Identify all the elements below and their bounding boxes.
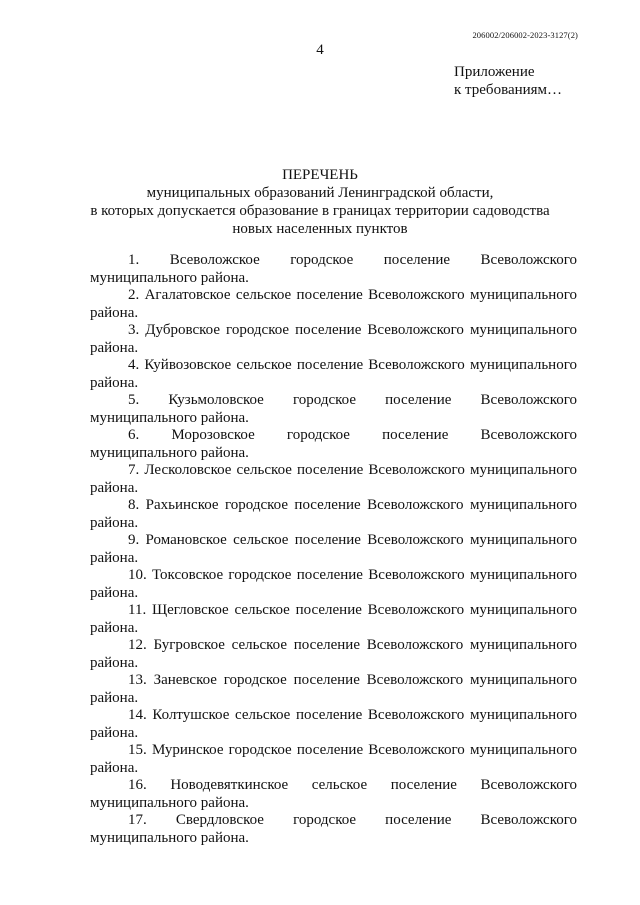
list-item-line-2: муниципального района.: [90, 269, 249, 286]
list-item-line-2: района.: [90, 619, 139, 636]
title-heading: ПЕРЕЧЕНЬ: [282, 167, 358, 183]
list-item: [90, 252, 577, 287]
list-item: [90, 637, 577, 672]
list-item: [90, 322, 577, 357]
list-item-line-1: 10. Токсовское городское поселение Всеволожского муниципального: [128, 567, 577, 583]
list-item: [90, 777, 577, 812]
list-item: [90, 357, 577, 392]
list-item-line-1: 1. Всеволожское городское поселение Всеволожского: [128, 252, 577, 268]
municipality-list: [90, 252, 577, 847]
list-item-line-2: муниципального района.: [90, 829, 249, 846]
list-item-line-2: района.: [90, 479, 139, 496]
list-item-line-2: района.: [90, 339, 139, 356]
title-line-3: новых населенных пунктов: [232, 221, 408, 237]
list-item-line-2: района.: [90, 724, 139, 741]
list-item-line-1: 7. Лесколовское сельское поселение Всеволожского муниципального: [128, 462, 577, 478]
list-item: [90, 427, 577, 462]
list-item-line-1: 15. Муринское городское поселение Всеволожского муниципального: [128, 742, 577, 758]
document-id: 206002/206002-2023-3127(2): [472, 30, 578, 40]
list-item-line-2: района.: [90, 514, 139, 531]
list-item-line-1: 5. Кузьмоловское городское поселение Всеволожского: [128, 392, 577, 408]
list-item: [90, 812, 577, 847]
list-item-line-1: 11. Щегловское сельское поселение Всеволожского муниципального: [128, 602, 577, 618]
list-item-line-2: муниципального района.: [90, 444, 249, 461]
list-item-line-1: 6. Морозовское городское поселение Всеволожского: [128, 427, 577, 443]
list-item: [90, 567, 577, 602]
list-item-line-1: 9. Романовское сельское поселение Всеволожского муниципального: [128, 532, 577, 548]
document-title: [60, 166, 580, 238]
list-item-line-2: района.: [90, 304, 139, 321]
list-item: [90, 742, 577, 777]
list-item-line-2: района.: [90, 549, 139, 566]
list-item: [90, 672, 577, 707]
title-line-2: в которых допускается образование в границах территории садоводства: [90, 203, 550, 219]
list-item-line-1: 4. Куйвозовское сельское поселение Всеволожского муниципального: [128, 357, 577, 373]
list-item-line-1: 13. Заневское городское поселение Всеволожского муниципального: [128, 672, 577, 688]
list-item-line-1: 17. Свердловское городское поселение Всеволожского: [128, 812, 577, 828]
list-item-line-1: 12. Бугровское сельское поселение Всеволожского муниципального: [128, 637, 577, 653]
list-item-line-2: муниципального района.: [90, 409, 249, 426]
page-number: 4: [316, 42, 324, 58]
list-item-line-1: 16. Новодевяткинское сельское поселение Всеволожского: [128, 777, 577, 793]
list-item-line-2: района.: [90, 654, 139, 671]
list-item-line-2: района.: [90, 584, 139, 601]
list-item-line-2: района.: [90, 759, 139, 776]
list-item-line-2: района.: [90, 689, 139, 706]
list-item-line-1: 2. Агалатовское сельское поселение Всеволожского муниципального: [128, 287, 577, 303]
list-item: [90, 532, 577, 567]
title-line-1: муниципальных образований Ленинградской области,: [146, 185, 494, 201]
appendix-note: [454, 63, 562, 99]
list-item-line-1: 3. Дубровское городское поселение Всеволожского муниципального: [128, 322, 577, 338]
list-item-line-1: 8. Рахьинское городское поселение Всеволожского муниципального: [128, 497, 577, 513]
list-item-line-2: района.: [90, 374, 139, 391]
list-item: [90, 707, 577, 742]
list-item-line-1: 14. Колтушское сельское поселение Всеволожского муниципального: [128, 707, 577, 723]
list-item: [90, 497, 577, 532]
appendix-line-2: к требованиям…: [454, 82, 563, 98]
list-item: [90, 602, 577, 637]
list-item: [90, 392, 577, 427]
list-item: [90, 462, 577, 497]
appendix-line-1: Приложение: [454, 64, 535, 80]
list-item: [90, 287, 577, 322]
list-item-line-2: муниципального района.: [90, 794, 249, 811]
